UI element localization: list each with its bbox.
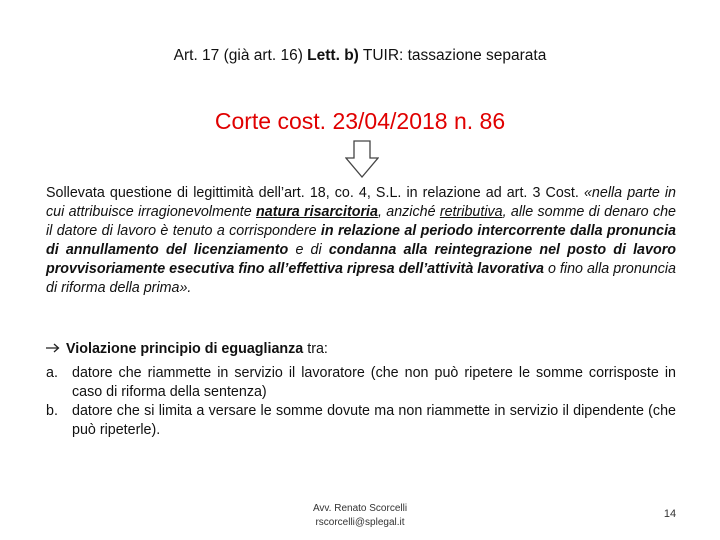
list-item <box>46 364 676 402</box>
natura-risarcitoria: natura risarcitoria <box>256 204 378 220</box>
violation-line <box>46 341 676 357</box>
violation-suffix: tra: <box>303 341 328 357</box>
down-arrow-outline-icon <box>345 140 379 178</box>
paragraph-quote: «nella parte in cui attribuisce irragionevolmente natura risarcitoria, anziché retributiva, alle somme di denaro che il datore di lavoro è tenuto a corrispondere in relazione al periodo intercorrente dalla pronuncia di annullamento del licenziamento e di condanna alla reintegrazione nel posto di lavoro provvisoriamente esecutiva fino all’effettiva ripresa dell’attività lavorativa o fino alla pronuncia di riforma della prima». <box>46 185 677 296</box>
violation-title: Violazione principio di eguaglianza <box>66 341 304 357</box>
list-item <box>46 402 676 440</box>
list-text: datore che riammette in servizio il lavoratore (che non può ripetere le somme corrisposte in caso di riforma della sentenza) <box>72 365 676 400</box>
page-number: 14 <box>663 508 677 520</box>
header-bold: Lett. b) <box>307 47 359 64</box>
footer-author <box>260 502 460 530</box>
list-marker: a. <box>46 365 58 381</box>
right-arrow-icon <box>46 341 66 357</box>
list-marker: b. <box>46 403 58 419</box>
author-name: Avv. Renato Scorcelli <box>312 503 408 514</box>
ruling-title: Corte cost. 23/04/2018 n. 86 <box>214 108 506 134</box>
paragraph-intro: Sollevata questione di legittimità dell’art. 18, co. 4, S.L. in relazione ad art. 3 Cost. <box>46 185 584 201</box>
comparison-list <box>46 364 676 440</box>
slide-header <box>0 47 720 65</box>
author-email: rscorcelli@splegal.it <box>315 517 405 528</box>
retributiva: retributiva <box>439 204 503 220</box>
list-text: datore che si limita a versare le somme dovute ma non riammette in servizio il dipendente (che può ripeterle). <box>72 403 676 438</box>
period-phrase: in relazione al periodo intercorrente dalla pronuncia di annullamento del licenziamento <box>46 223 676 258</box>
header-suffix: TUIR: tassazione separata <box>358 47 547 64</box>
reinstatement-phrase: condanna alla reintegrazione nel posto di lavoro provvisoriamente esecutiva fino all’effettiva ripresa dell’attività lavorativa <box>46 242 676 277</box>
header-prefix: Art. 17 (già art. 16) <box>173 47 308 64</box>
ruling-paragraph <box>46 184 676 298</box>
